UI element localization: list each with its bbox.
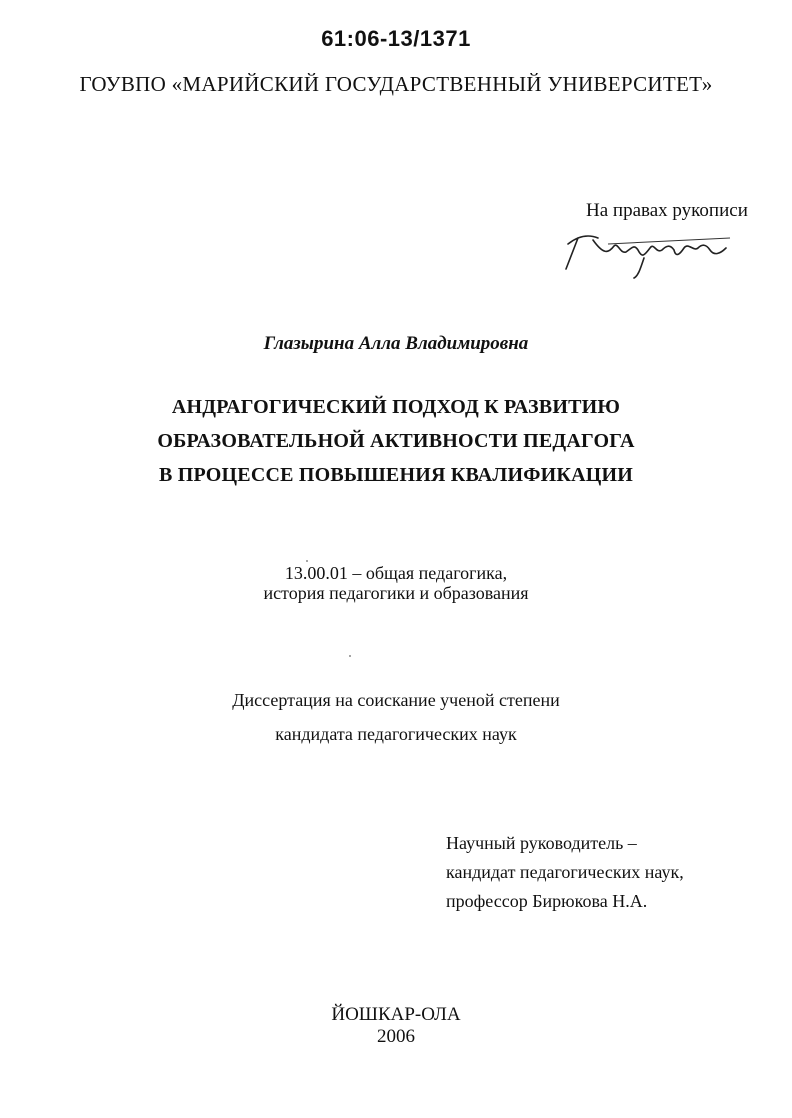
title-line-3: В ПРОЦЕССЕ ПОВЫШЕНИЯ КВАЛИФИКАЦИИ (158, 464, 634, 486)
institution-name: ГОУВПО «МАРИЙСКИЙ ГОСУДАРСТВЕННЫЙ УНИВЕРСИТЕТ» (79, 72, 713, 96)
archive-code: 61:06-13/1371 (321, 26, 471, 51)
handwritten-signature (548, 214, 748, 284)
manuscript-note: На правах рукописи (586, 200, 748, 221)
scan-speck (349, 655, 351, 657)
specialty-name: история педагогики и образования (263, 583, 529, 603)
city: ЙОШКАР-ОЛА (331, 1004, 461, 1025)
title-line-1: АНДРАГОГИЧЕСКИЙ ПОДХОД К РАЗВИТИЮ (171, 396, 621, 418)
advisor-name: профессор Бирюкова Н.А. (446, 891, 648, 911)
advisor-role: Научный руководитель – (446, 833, 637, 853)
year: 2006 (377, 1026, 415, 1047)
degree-line-1: Диссертация на соискание ученой степени (232, 690, 560, 710)
author-name: Глазырина Алла Владимировна (263, 333, 529, 354)
specialty-code: 13.00.01 – общая педагогика, (284, 563, 508, 583)
title-line-2: ОБРАЗОВАТЕЛЬНОЙ АКТИВНОСТИ ПЕДАГОГА (157, 430, 635, 452)
advisor-degree: кандидат педагогических наук, (446, 862, 684, 882)
degree-line-2: кандидата педагогических наук (275, 724, 517, 744)
scan-speck (306, 560, 308, 562)
